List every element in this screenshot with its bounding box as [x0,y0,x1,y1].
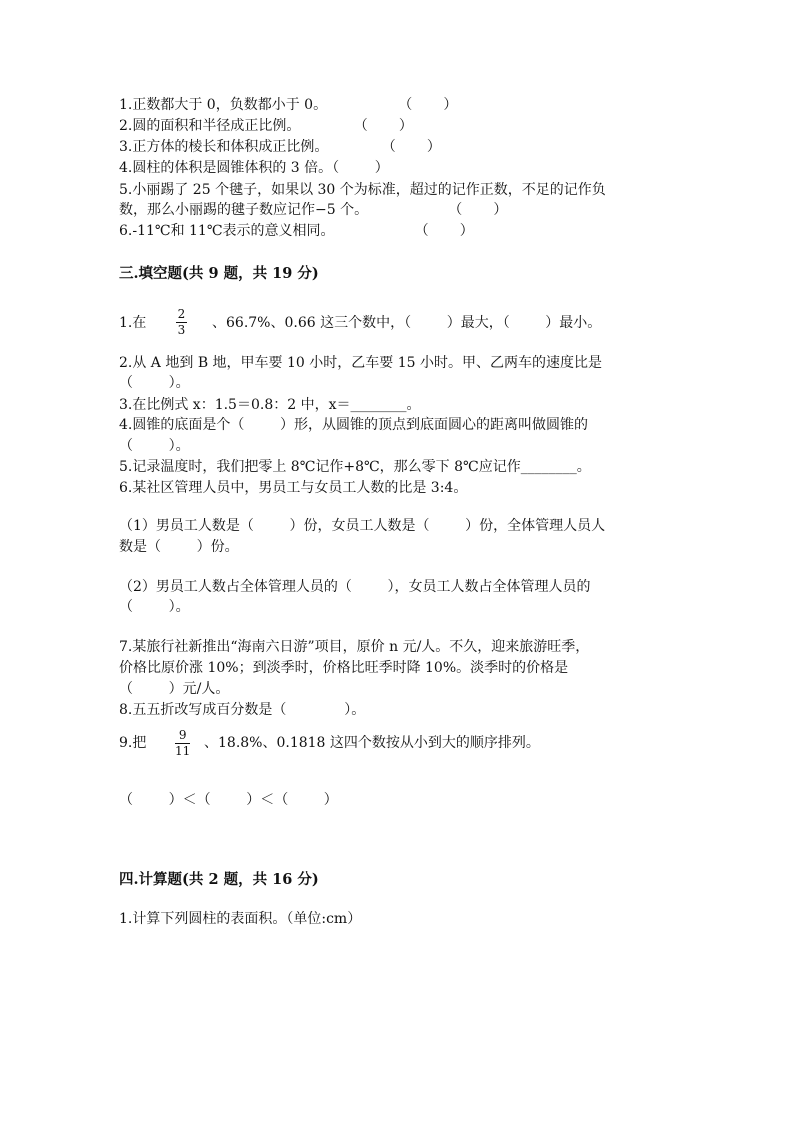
judge-item-6: 6.-11℃和 11℃表示的意义相同。 （ ） [119,223,474,239]
fill-q6-2-line2: （ ）。 [119,599,190,615]
fraction-denominator: 11 [175,744,191,758]
fill-q2-line2: （ ）。 [119,375,190,391]
fill-q3: 3.在比例式 x：1.5＝0.8：2 中，x＝________。 [119,397,421,413]
judge-item-4: 4.圆柱的体积是圆锥体积的 3 倍。（ ） [119,160,389,176]
fill-q5: 5.记录温度时，我们把零上 8℃记作+8℃，那么零下 8℃应记作________。 [119,459,591,475]
fill-q4-line1: 4.圆锥的底面是个（ ）形，从圆锥的顶点到底面圆心的距离叫做圆锥的 [119,417,588,433]
fraction-denominator: 3 [177,323,186,337]
judge-item-5-line1: 5.小丽踢了 25 个毽子，如果以 30 个为标准，超过的记作正数，不足的记作负 [119,182,606,198]
fill-q6-2-line1: （2）男员工人数占全体管理人员的（ ），女员工人数占全体管理人员的 [119,579,591,595]
fill-q6-1-line2: 数是（ ）份。 [119,539,239,555]
fill-q2-line1: 2.从 A 地到 B 地，甲车要 10 小时，乙车要 15 小时。甲、乙两车的速度比是 [119,355,602,371]
fill-q1-prefix: 1.在 [119,315,147,331]
fill-q9-text: 、18.8%、0.1818 这四个数按从小到大的顺序排列。 [204,735,540,751]
fill-q1-fraction [176,308,187,337]
fill-q9-answer-row: （ ）＜（ ）＜（ ） [119,792,338,808]
fill-q8: 8.五五折改写成百分数是（ ）。 [119,702,366,718]
fill-q9-fraction [175,729,190,758]
calc-q1: 1.计算下列圆柱的表面积。（单位:cm） [119,911,362,927]
judge-item-1: 1.正数都大于 0，负数都小于 0。 （ ） [119,97,458,113]
fill-q9-prefix: 9.把 [119,735,147,751]
fill-q6: 6.某社区管理人员中，男员工与女员工人数的比是 3:4。 [119,480,468,496]
fill-q7-line1: 7.某旅行社新推出“海南六日游”项目，原价 n 元/人。不久，迎来旅游旺季， [119,639,590,655]
fill-q7-line2: 价格比原价涨 10%；到淡季时，价格比旺季时降 10%。淡季时的价格是 [119,660,569,676]
fraction-numerator: 9 [178,728,187,742]
judge-item-5-line2: 数，那么小丽踢的毽子数应记作−5 个。 （ ） [119,202,508,218]
judge-item-3: 3.正方体的棱长和体积成正比例。 （ ） [119,139,441,155]
section-4-heading: 四.计算题(共 2 题，共 16 分) [119,871,319,888]
fill-q4-line2: （ ）。 [119,438,190,454]
fill-q1-text: 、66.7%、0.66 这三个数中，（ ）最大，（ ）最小。 [212,315,602,331]
fraction-numerator: 2 [177,307,186,321]
judge-item-2: 2.圆的面积和半径成正比例。 （ ） [119,118,413,134]
fill-q6-1-line1: （1）男员工人数是（ ）份，女员工人数是（ ）份，全体管理人员人 [119,518,606,534]
section-3-heading: 三.填空题(共 9 题，共 19 分) [119,265,319,282]
fill-q7-line3: （ ）元/人。 [119,681,230,697]
